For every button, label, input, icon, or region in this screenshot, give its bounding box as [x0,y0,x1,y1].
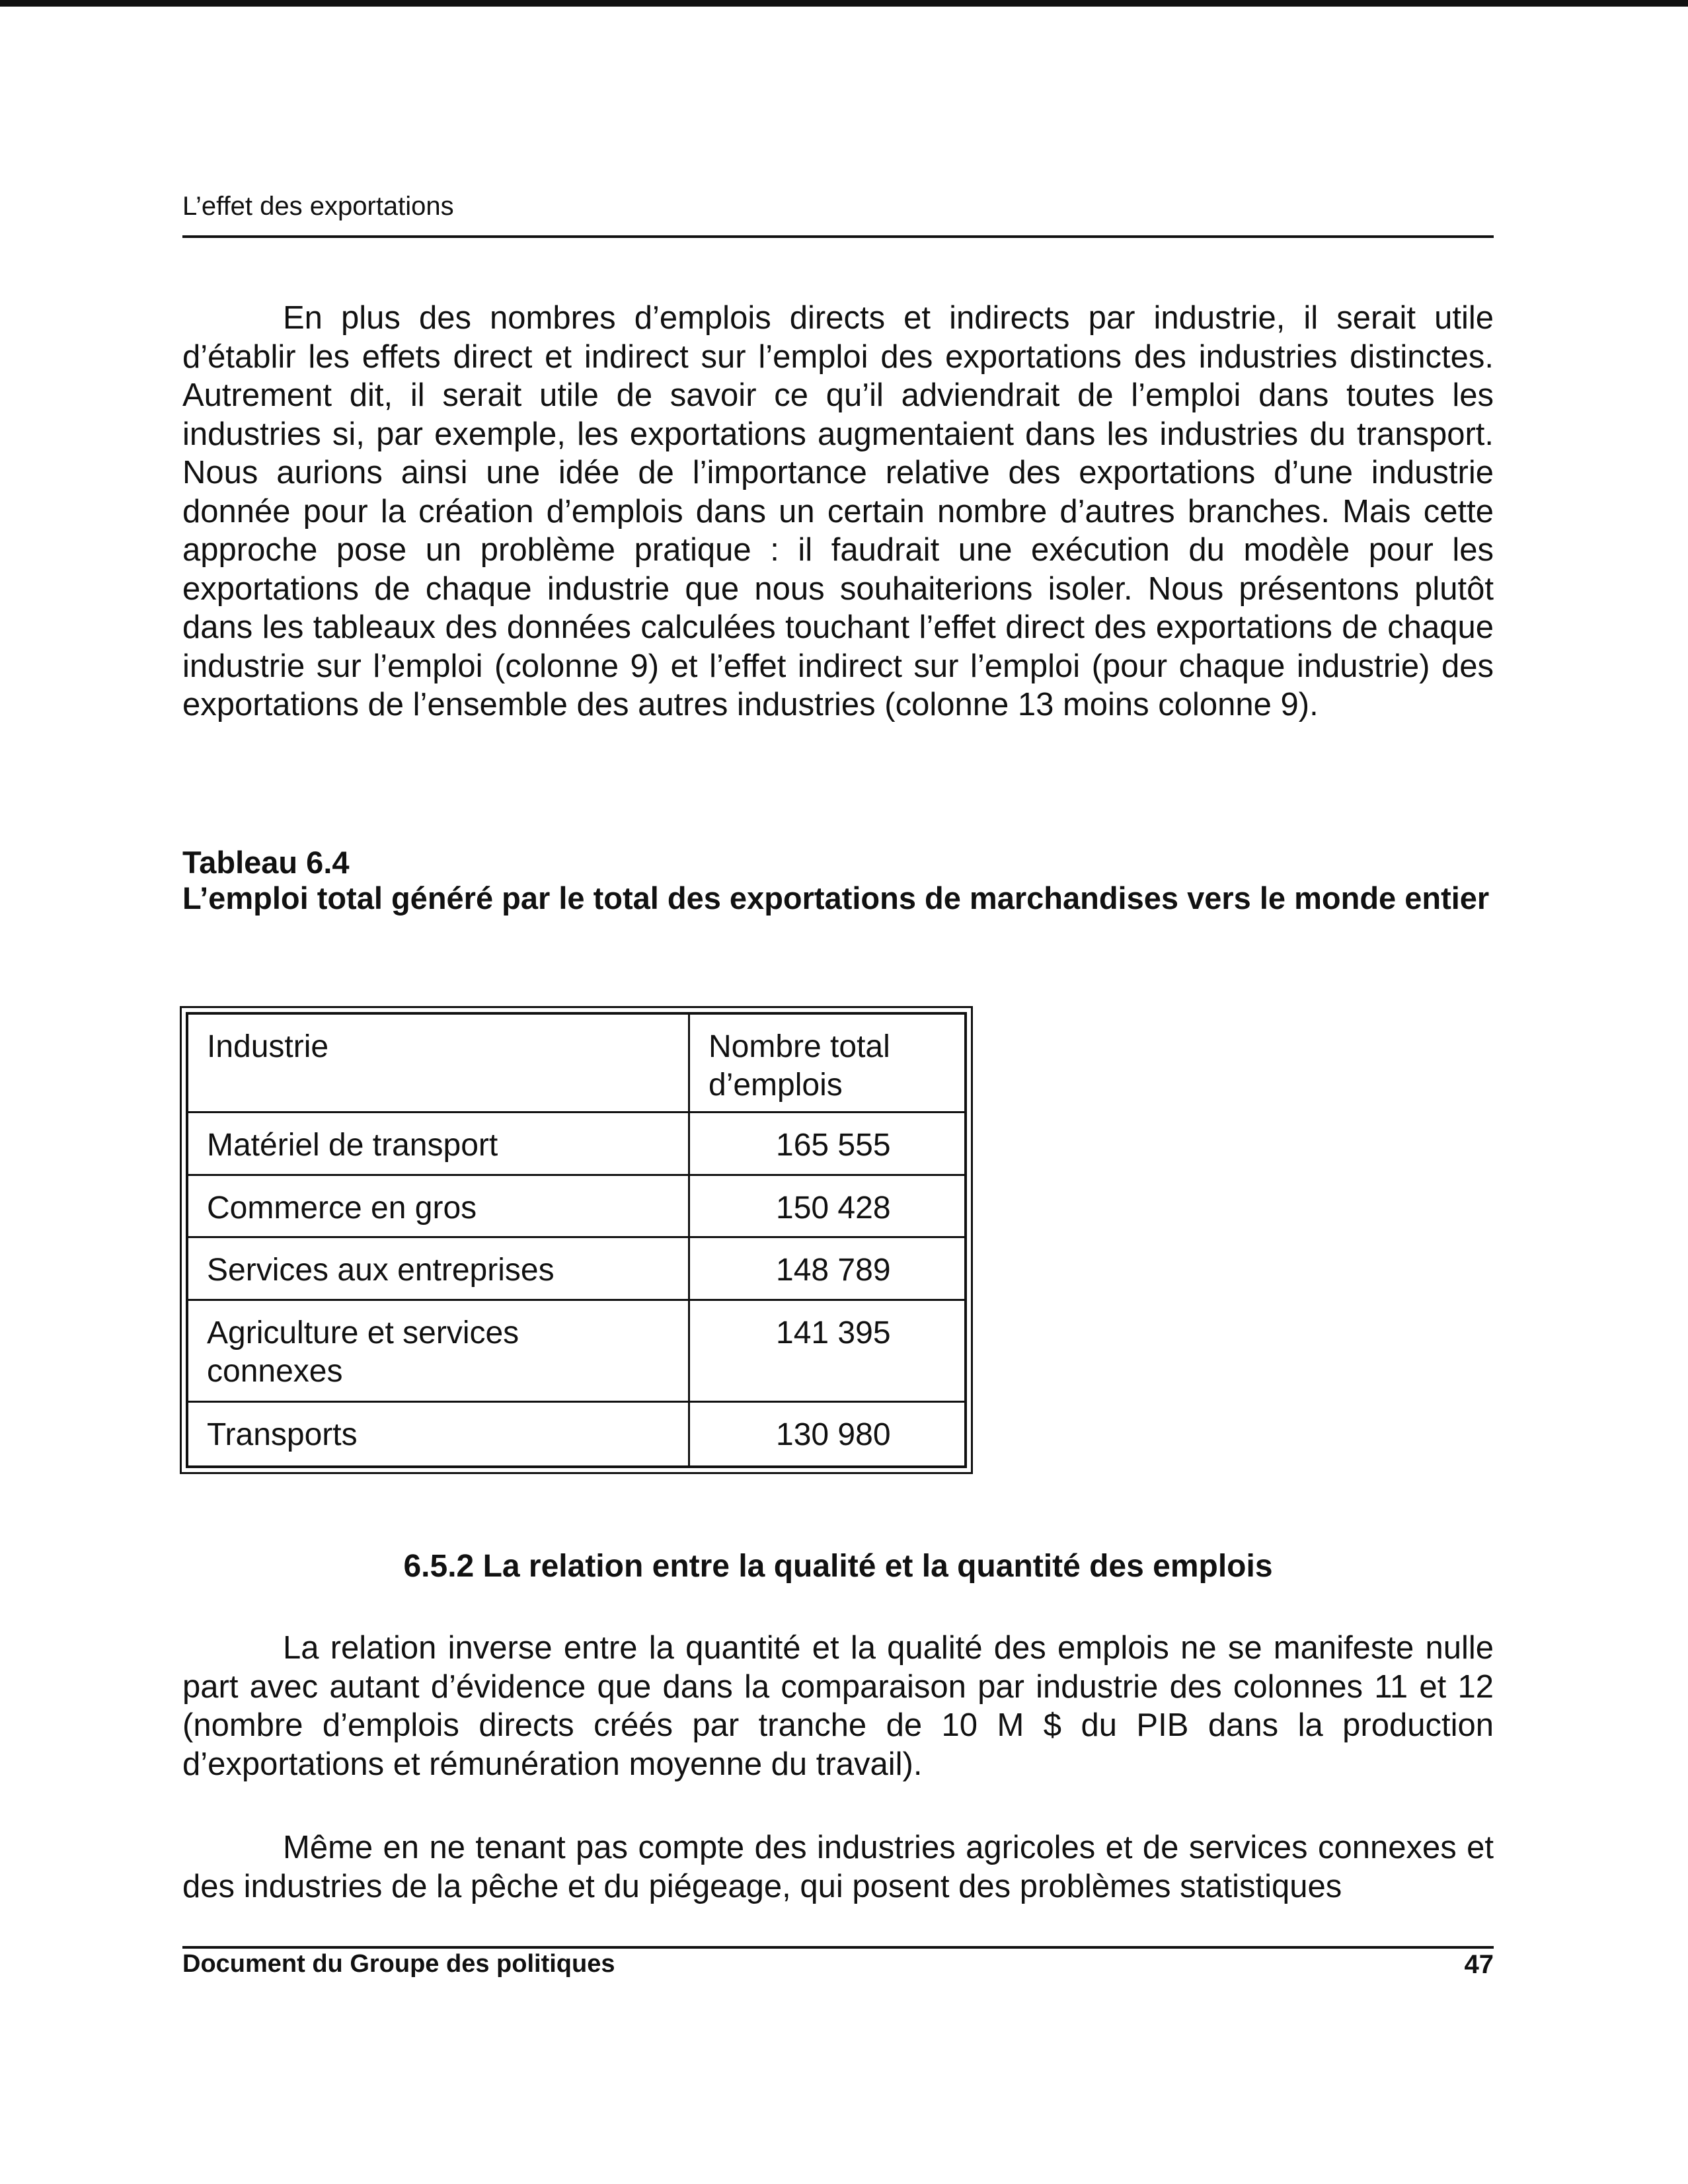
table-row [187,1237,966,1300]
table-header-row [187,1013,966,1112]
footer-document-title: Document du Groupe des politiques [182,1950,615,1978]
table-frame [180,1006,973,1474]
cell-total: 150 428 [689,1175,966,1237]
paragraph-quality-quantity-text: La relation inverse entre la quantité et la qualité des emplois ne se manifeste nulle part avec autant d’évidence que dans la comparaison par industrie des colonnes 11 et 12 (nombre d’emplois directs créés par tranche de 10 M $ du PIB dans la production d’exportations et rémunération moyenne du travail). [182,1630,1494,1782]
running-head: L’effet des exportations [182,192,454,221]
table-number: Tableau 6.4 [182,845,350,880]
cell-industry: Matériel de transport [187,1112,689,1175]
header-total-line1: Nombre total [709,1029,890,1064]
cell-industry [187,1300,689,1401]
cell-industry: Commerce en gros [187,1175,689,1237]
employment-table [186,1012,967,1468]
cell-total: 141 395 [689,1300,966,1401]
cell-total: 165 555 [689,1112,966,1175]
table-row [187,1175,966,1237]
table-title: L’emploi total généré par le total des exportations de marchandises vers le monde entier [182,880,1490,916]
header-rule [182,235,1494,238]
cell-industry: Transports [187,1401,689,1467]
cell-industry-line2: connexes [207,1354,343,1389]
cell-industry-line1: Agriculture et services [207,1315,519,1351]
header-total-jobs [689,1013,966,1112]
cell-total: 130 980 [689,1401,966,1467]
table-row [187,1401,966,1467]
page-number: 47 [1464,1950,1494,1979]
table-caption [182,845,1494,916]
paragraph-intro-text: En plus des nombres d’emplois directs et indirects par industrie, il serait utile d’établir les effets direct et indirect sur l’emploi des exportations des industries distinctes. Autrement dit, il serait utile de savoir ce qu’il adviendrait de l’emploi dans toutes les industries si, par exemple, les exportations augmentaient dans les industries du transport. Nous aurions ainsi une idée de l’importance relative des exportations d’une industrie donnée pour la création d’emplois dans un certain nombre d’autres branches. Mais cette approche pose un problème pratique : il faudrait une exécution du modèle pour les exportations de chaque industrie que nous souhaiterions isoler. Nous présentons plutôt dans les tableaux des données calculées touchant l’effet direct des exportations de chaque industrie sur l’emploi (colonne 9) et l’effet indirect sur l’emploi (pour chaque industrie) des exportations de l’ensemble des autres industries (colonne 13 moins colonne 9). [182,300,1494,722]
header-total-line2: d’emplois [709,1068,843,1103]
table-row [187,1112,966,1175]
paragraph-intro [182,299,1494,724]
paragraph-quality-quantity [182,1629,1494,1783]
paragraph-continued-text: Même en ne tenant pas compte des industries agricoles et de services connexes et des industries de la pêche et du piégeage, qui posent des problèmes statistiques [182,1830,1494,1904]
top-border-rule [0,0,1688,7]
footer-rule [182,1946,1494,1949]
paragraph-continued [182,1828,1494,1906]
table-row [187,1300,966,1401]
cell-industry: Services aux entreprises [187,1237,689,1300]
header-industry: Industrie [187,1013,689,1112]
section-heading: 6.5.2 La relation entre la qualité et la quantité des emplois [403,1549,1273,1584]
cell-total: 148 789 [689,1237,966,1300]
